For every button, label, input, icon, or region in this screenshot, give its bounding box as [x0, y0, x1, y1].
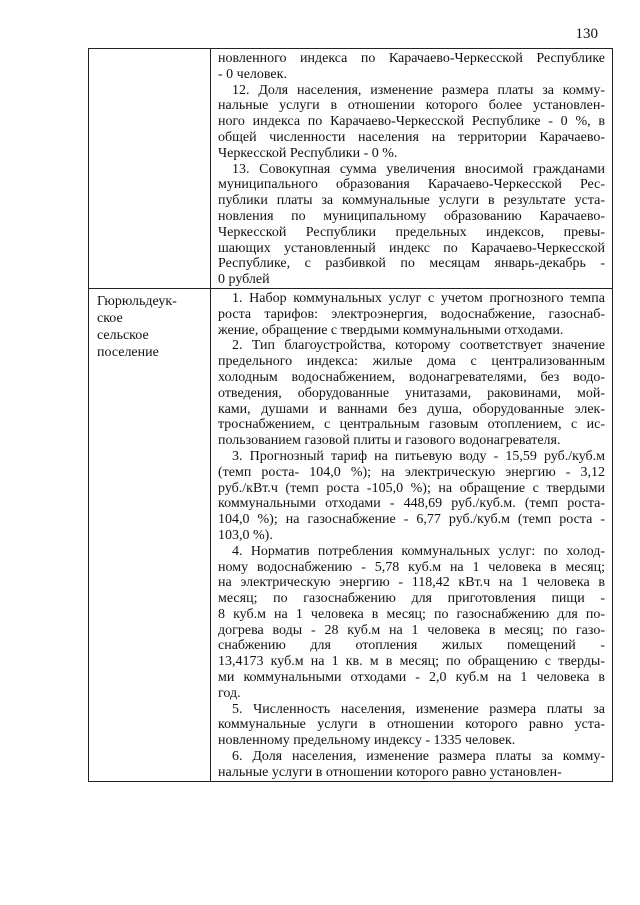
text-line: Республике, с разбивкой по месяцам январь-декабрь - — [218, 256, 605, 272]
text-line: новления по муниципальному образованию Карачаево- — [218, 208, 605, 224]
text-line: 1. Набор коммунальных услуг с учетом прогнозного темпа — [232, 290, 605, 306]
text-line: месяц; по газоснабжению для приготовления пищи - — [218, 591, 605, 607]
text-line: коммунальные услуги в отношении которого равно уста- — [218, 717, 605, 733]
text-line: муниципального образования Карачаево-Черкесской Рес- — [218, 177, 605, 193]
paragraph — [218, 749, 605, 781]
text-line: 3. Прогнозный тариф на питьевую воду - 15,59 руб./куб.м — [232, 448, 605, 464]
paragraph — [218, 702, 605, 749]
text-line: ками, душами и ваннами без душа, оборудованные элек- — [218, 401, 605, 417]
table-row — [89, 49, 613, 289]
text-line: троснабжением, с центральным газовым отоплением, с ис- — [218, 417, 605, 433]
text-line: догрева воды - 28 куб.м на 1 человека в месяц; по газо- — [218, 622, 605, 638]
text-line: новленному предельному индексу - 1335 человек. — [218, 733, 516, 749]
text-line: предельного индекса: жилые дома с централизованным — [218, 354, 605, 370]
municipality-name-cell — [89, 288, 211, 781]
text-line: (темп роста- 104,0 %); на электрическую энергию - 3,12 — [218, 464, 605, 480]
text-line: роста тарифов: электроэнергия, водоснабжение, газоснаб- — [218, 306, 605, 322]
text-line: публики платы за коммунальные услуги в результате уста- — [218, 193, 605, 209]
text-line: - 0 человек. — [218, 66, 287, 82]
text-line: 13,4173 куб.м на 1 кв. м в месяц; по обращению с тверды- — [218, 654, 605, 670]
text-line: новленного индекса по Карачаево-Черкесской Республике — [218, 51, 605, 66]
paragraph — [218, 83, 605, 162]
text-line: холодным водоснабжением, водонагревателями, без водо- — [218, 369, 605, 385]
text-line: жение, обращение с твердыми коммунальными отходами. — [218, 322, 564, 338]
municipality-name-line: ское — [97, 310, 123, 326]
text-line: нальные услуги в отношении которого равно установлен- — [218, 764, 562, 780]
text-line: ми коммунальными отходами - 2,0 куб.м на 1 человека в — [218, 670, 605, 686]
text-line: пользованием газовой плиты и газового водонагревателя. — [218, 433, 561, 449]
text-line: 6. Доля населения, изменение размера платы за комму- — [232, 749, 605, 765]
text-line: снабжению для отопления жилых помещений - — [218, 638, 605, 654]
paragraph — [218, 51, 605, 83]
paragraph — [218, 162, 605, 288]
text-line: Черкесской Республики - 0 %. — [218, 145, 398, 161]
text-line: руб./кВт.ч (темп роста -105,0 %); на обращение с твердыми — [218, 480, 605, 496]
text-line: 104,0 %); на газоснабжение - 6,77 руб./куб.м (темп роста - — [218, 512, 605, 528]
index-details-cell — [211, 49, 613, 289]
text-line: 13. Совокупная сумма увеличения вносимой гражданами — [232, 161, 605, 177]
text-line: год. — [218, 685, 241, 701]
text-line: 2. Тип благоустройства, которому соответствует значение — [232, 338, 605, 354]
municipality-name-line: Гюрюльдеук- — [97, 293, 177, 309]
text-line: 5. Численность населения, изменение размера платы за — [232, 701, 605, 717]
municipality-name-cell — [89, 49, 211, 289]
page-number: 130 — [575, 26, 598, 42]
paragraph — [218, 338, 605, 449]
text-line: общей численности населения на территории Карачаево- — [218, 129, 605, 145]
index-details-cell — [211, 288, 613, 781]
text-line: 8 куб.м на 1 человека в месяц; по газоснабжению для по- — [218, 606, 605, 622]
paragraph — [218, 449, 605, 544]
text-line: 12. Доля населения, изменение размера платы за комму- — [232, 82, 605, 98]
text-line: 0 рублей — [218, 272, 270, 288]
text-line: на электрическую энергию - 118,42 кВт.ч на 1 человека в — [218, 575, 605, 591]
text-line: Черкесской Республики предельных индексов, превы- — [218, 224, 605, 240]
text-line: ному водоснабжению - 5,78 куб.м на 1 человека в месяц; — [218, 559, 605, 575]
municipal-index-table — [88, 48, 613, 782]
text-line: 4. Норматив потребления коммунальных услуг: по холод- — [232, 543, 605, 559]
text-line: 103,0 %). — [218, 527, 273, 543]
text-line: нальные услуги в отношении которого более установлен- — [218, 98, 605, 114]
text-line: коммунальными отходами - 448,69 руб./куб.м. (темп роста- — [218, 496, 605, 512]
text-line: шающих установленный индекс по Карачаево-Черкесской — [218, 240, 605, 256]
paragraph — [218, 544, 605, 702]
paragraph — [218, 291, 605, 338]
text-line: ного индекса по Карачаево-Черкесской Республике - 0 %, в — [218, 114, 605, 130]
municipality-name-line: поселение — [97, 344, 159, 360]
text-line: отведения, оборудованные унитазами, раковинами, мой- — [218, 385, 605, 401]
municipality-name-line: сельское — [97, 327, 149, 343]
table-row — [89, 288, 613, 781]
